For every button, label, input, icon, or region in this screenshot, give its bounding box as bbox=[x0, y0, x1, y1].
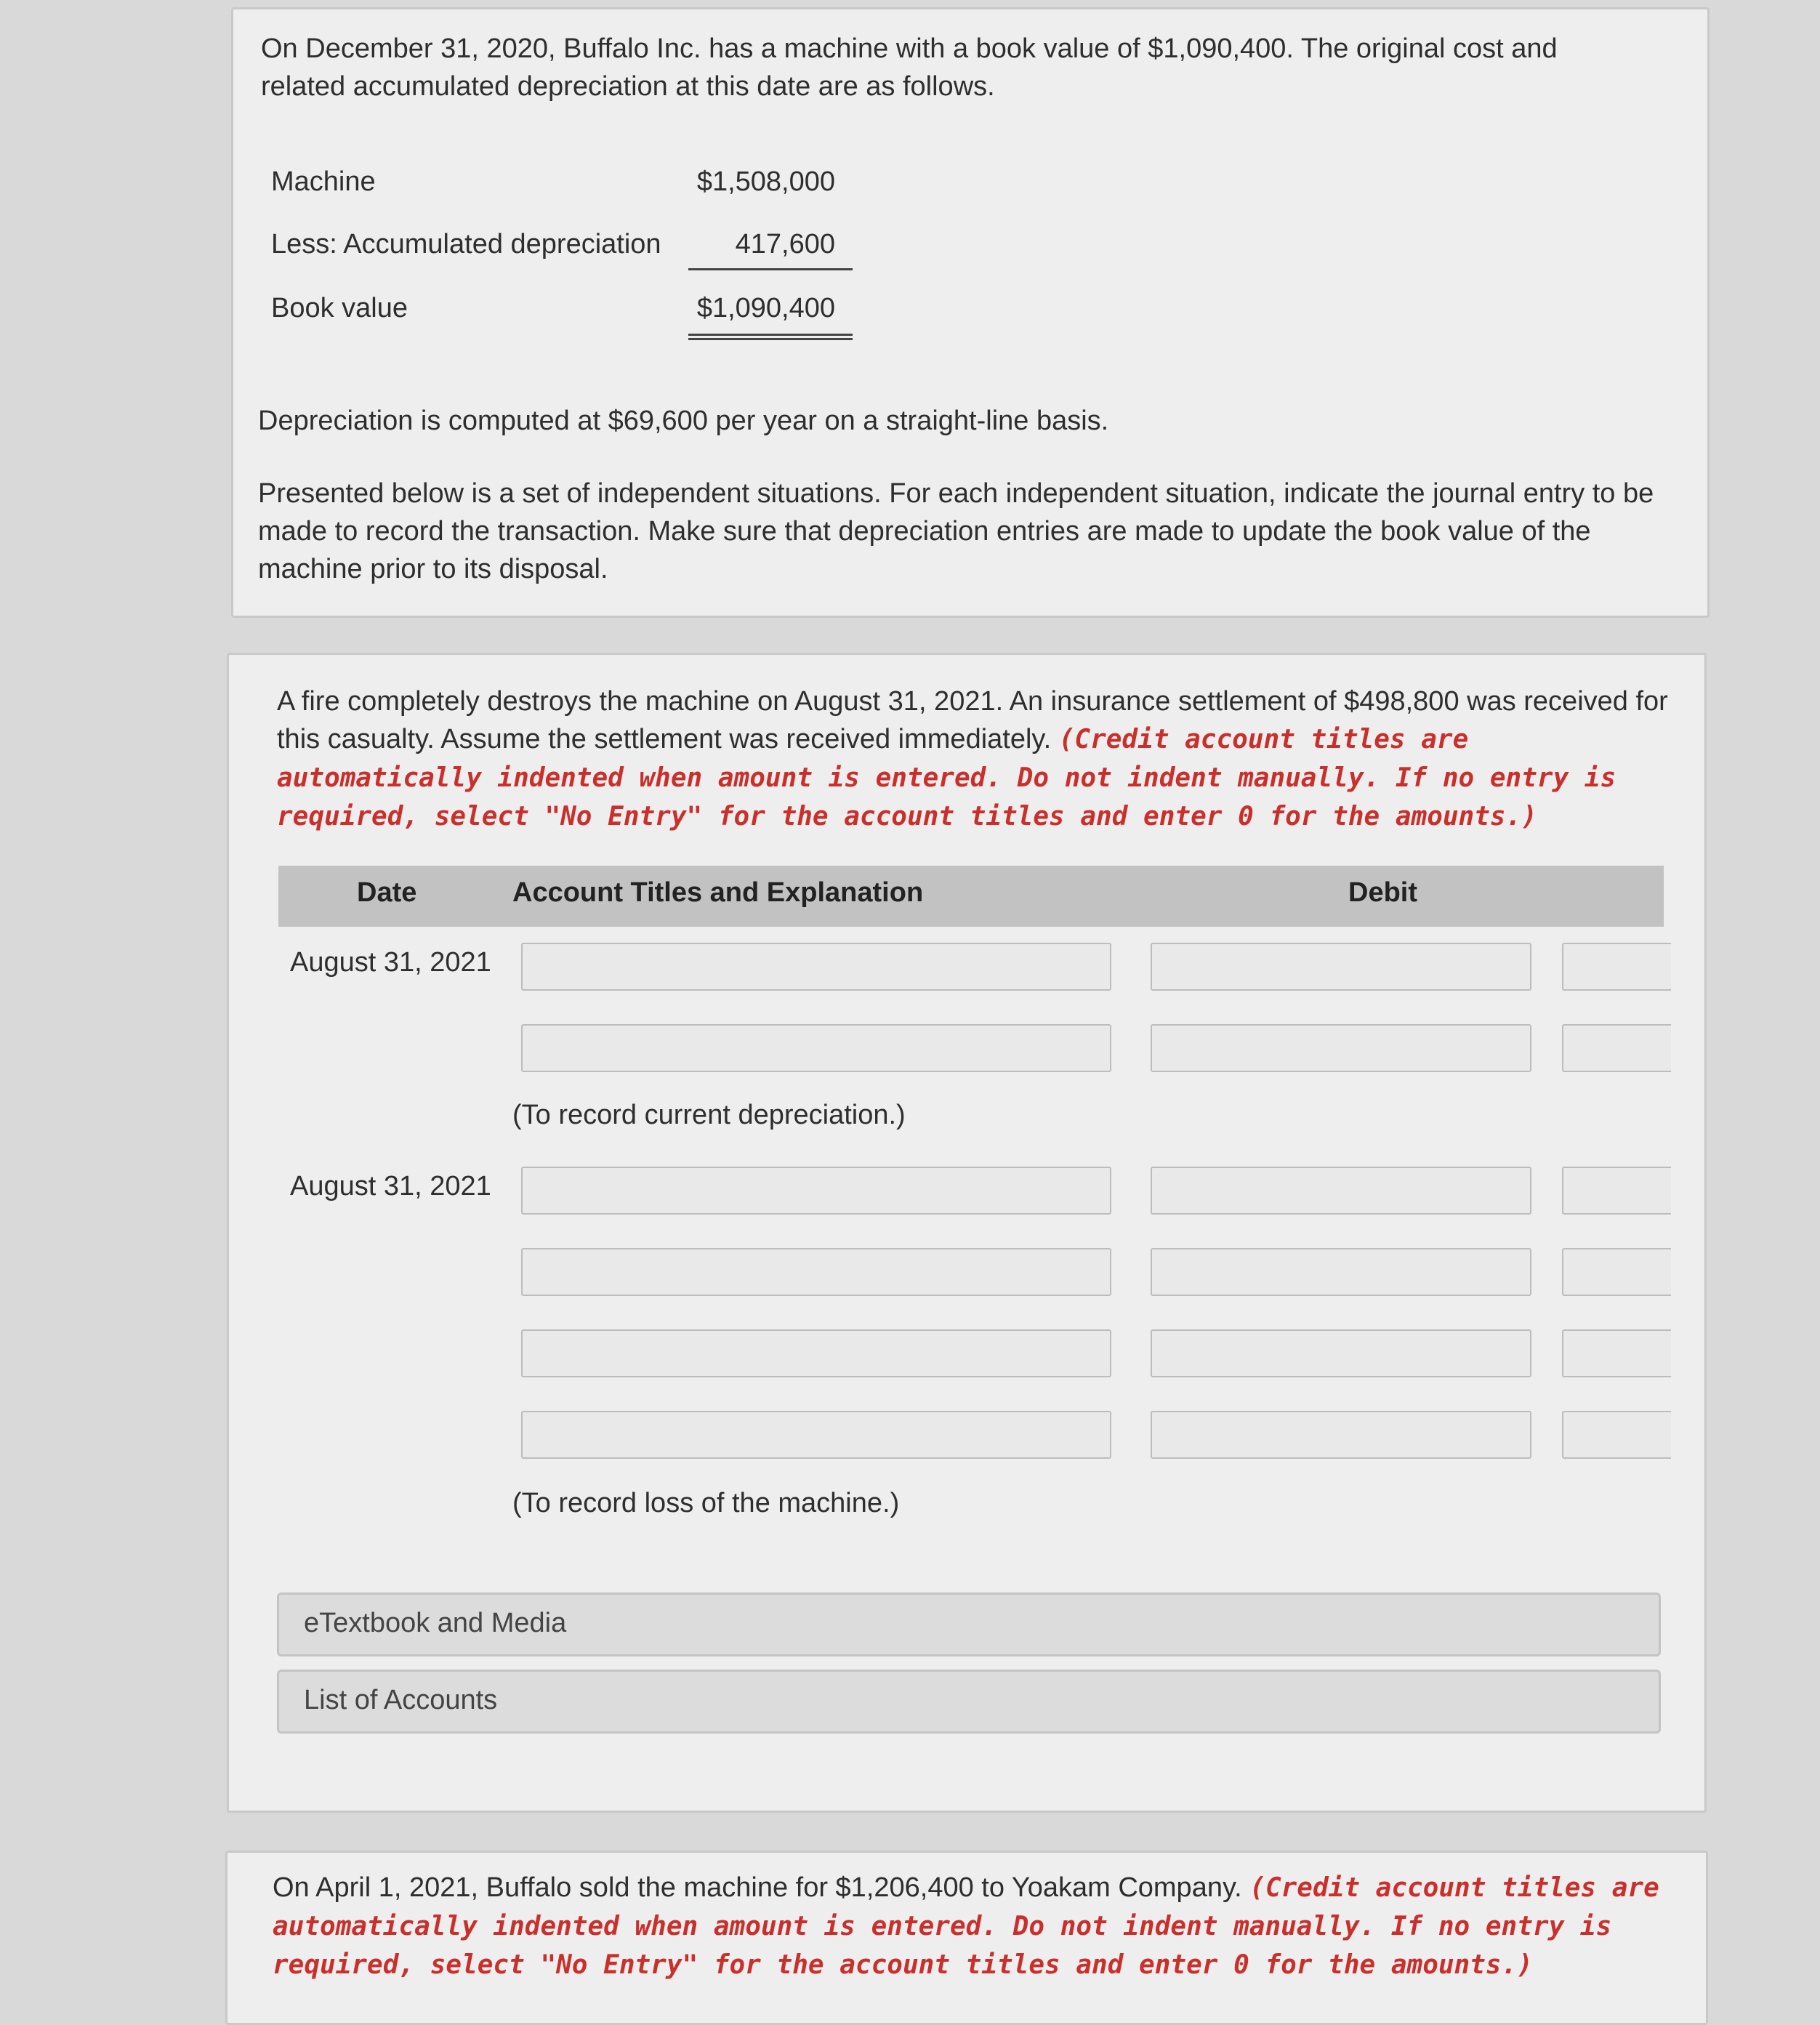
entry2-date: August 31, 2021 bbox=[290, 1171, 491, 1201]
book-value-label: Book value bbox=[271, 293, 408, 323]
entry2-account-input-1[interactable] bbox=[521, 1167, 1111, 1215]
entry1-account-input-2[interactable] bbox=[521, 1024, 1111, 1072]
problem-statement-panel bbox=[231, 7, 1710, 618]
list-of-accounts-link[interactable] bbox=[277, 1670, 1661, 1734]
entry2-credit-input-3[interactable] bbox=[1562, 1329, 1671, 1377]
header-account-titles: Account Titles and Explanation bbox=[512, 877, 924, 908]
entry2-credit-input-2[interactable] bbox=[1562, 1248, 1671, 1296]
machine-value: $1,508,000 bbox=[696, 166, 835, 197]
etextbook-media-link[interactable] bbox=[277, 1593, 1661, 1656]
header-date: Date bbox=[357, 877, 417, 908]
situations-intro: Presented below is a set of independent situations. For each independent situation, indicate the journal entry to be made to record the transaction. Make sure that depreciation entries are made to update the book value of the machine prior to its disposal. bbox=[258, 478, 1654, 584]
sale-scenario-panel bbox=[225, 1851, 1708, 2025]
entry2-account-input-3[interactable] bbox=[521, 1329, 1111, 1377]
list-of-accounts-label: List of Accounts bbox=[304, 1685, 498, 1715]
depreciation-note: Depreciation is computed at $69,600 per year on a straight-line basis. bbox=[258, 406, 1109, 436]
subtotal-rule bbox=[688, 268, 853, 270]
entry2-debit-input-2[interactable] bbox=[1151, 1248, 1531, 1296]
journal-table-header bbox=[278, 866, 1664, 927]
scenario-fire-instruction: (Credit account titles are automatically indented when amount is entered. Do not indent manually. If no entry is required, select "No Entry" for the account titles and enter 0 for the amounts.) bbox=[277, 725, 1616, 832]
intro-text: On December 31, 2020, Buffalo Inc. has a machine with a book value of $1,090,400. The original cost and related accumulated depreciation at this date are as follows. bbox=[261, 33, 1558, 102]
scenario-sale-instruction: (Credit account titles are automatically indented when amount is entered. Do not indent manually. If no entry is required, select "No Entry" for the account titles and enter 0 for the amounts.) bbox=[273, 1873, 1659, 1980]
entry1-credit-input-1[interactable] bbox=[1562, 943, 1671, 991]
entry2-debit-input-1[interactable] bbox=[1151, 1167, 1531, 1215]
entry1-account-input-1[interactable] bbox=[521, 943, 1111, 991]
entry2-explanation: (To record loss of the machine.) bbox=[512, 1488, 900, 1518]
scenario-fire-description: A fire completely destroys the machine on August 31, 2021. An insurance settlement of $498,800 was received for this casualty. Assume the settlement was received immediately. bbox=[277, 686, 1668, 754]
entry1-date: August 31, 2021 bbox=[290, 947, 491, 978]
fire-scenario-panel bbox=[227, 653, 1707, 1813]
header-debit: Debit bbox=[1348, 877, 1417, 908]
entry2-account-input-4[interactable] bbox=[521, 1411, 1111, 1459]
entry2-credit-input-4[interactable] bbox=[1562, 1411, 1671, 1459]
total-double-rule-1 bbox=[688, 334, 853, 336]
entry2-account-input-2[interactable] bbox=[521, 1248, 1111, 1296]
machine-label: Machine bbox=[271, 166, 376, 197]
entry2-debit-input-3[interactable] bbox=[1151, 1329, 1531, 1377]
entry2-debit-input-4[interactable] bbox=[1151, 1411, 1531, 1459]
entry1-debit-input-2[interactable] bbox=[1151, 1024, 1531, 1072]
scenario-fire-text bbox=[277, 683, 1672, 836]
entry1-debit-input-1[interactable] bbox=[1151, 943, 1531, 991]
scenario-sale-text bbox=[273, 1869, 1683, 1984]
entry1-credit-input-2[interactable] bbox=[1562, 1024, 1671, 1072]
accumulated-depreciation-label: Less: Accumulated depreciation bbox=[271, 229, 661, 259]
scenario-sale-description: On April 1, 2021, Buffalo sold the machine for $1,206,400 to Yoakam Company. bbox=[273, 1872, 1242, 1903]
accumulated-depreciation-value: 417,600 bbox=[735, 229, 835, 259]
etextbook-media-label: eTextbook and Media bbox=[304, 1608, 567, 1638]
total-double-rule-2 bbox=[688, 338, 853, 340]
book-value-value: $1,090,400 bbox=[696, 293, 835, 323]
entry2-credit-input-1[interactable] bbox=[1562, 1167, 1671, 1215]
entry1-explanation: (To record current depreciation.) bbox=[512, 1100, 906, 1130]
